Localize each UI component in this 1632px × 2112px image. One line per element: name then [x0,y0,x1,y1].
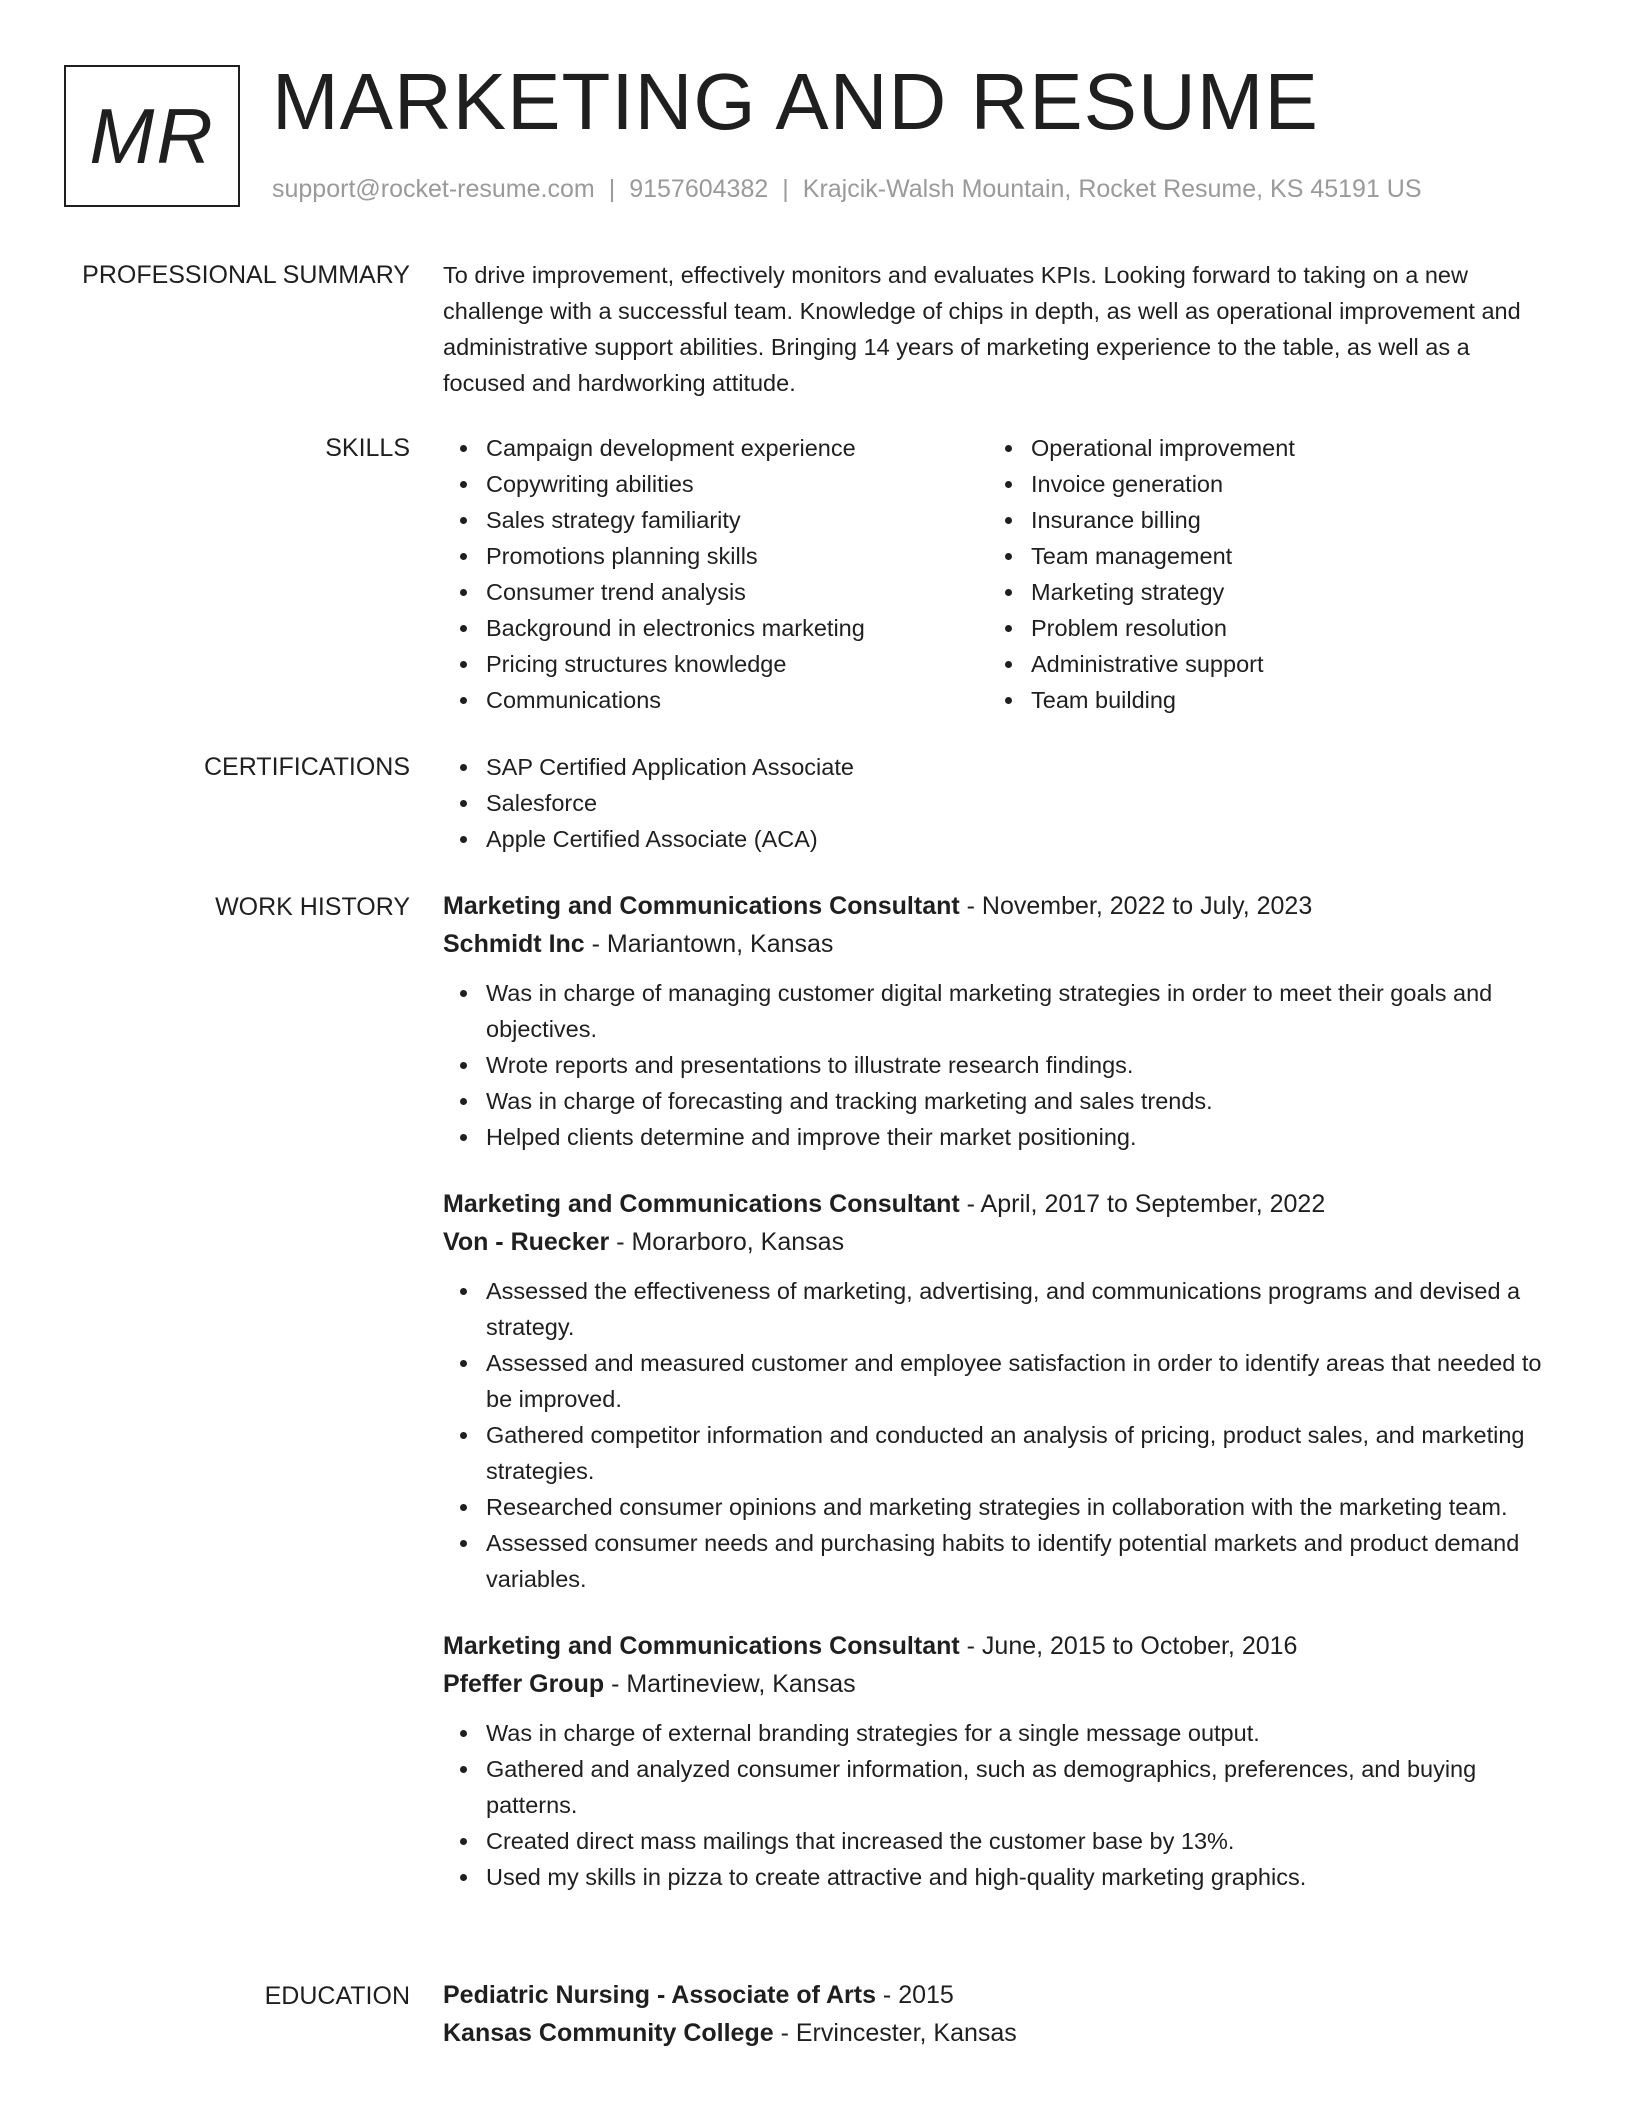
job-bullet: Researched consumer opinions and marketing strategies in collaboration with the marketing team. [443,1489,1553,1525]
contact-separator: | [608,175,616,203]
job-dates: - April, 2017 to September, 2022 [959,1190,1326,1218]
skill-item: Administrative support [988,646,1533,682]
summary-section [443,257,1553,401]
job-entry [443,1627,1553,1895]
work-history-section [443,887,1553,1925]
contact-email: support@rocket-resume.com [272,175,595,203]
skill-item: Invoice generation [988,466,1533,502]
contact-separator: | [782,175,789,203]
job-company-line [443,1665,1553,1703]
job-bullet: Assessed the effectiveness of marketing, advertising, and communications programs and devised a strategy. [443,1273,1553,1345]
job-bullets [443,975,1553,1155]
section-label-certifications: CERTIFICATIONS [203,753,410,781]
skill-item: Team management [988,538,1533,574]
skill-item: Problem resolution [988,610,1533,646]
job-company: Von - Ruecker [443,1228,610,1256]
job-bullet: Used my skills in pizza to create attractive and high-quality marketing graphics. [443,1859,1553,1895]
job-company: Schmidt Inc [443,930,585,958]
education-degree: Pediatric Nursing - Associate of Arts [443,1981,876,2009]
certifications-section [443,749,1553,857]
resume-title: MARKETING AND RESUME [272,57,1319,146]
job-company-line [443,925,1553,963]
education-year: - 2015 [875,1981,954,2009]
section-label-summary: PROFESSIONAL SUMMARY [82,261,410,289]
skill-item: Background in electronics marketing [443,610,988,646]
job-bullet: Was in charge of external branding strategies for a single message output. [443,1715,1553,1751]
skill-item: Insurance billing [988,502,1533,538]
job-title: Marketing and Communications Consultant [443,1190,960,1218]
section-label-education: EDUCATION [264,1982,410,2010]
skill-item: Operational improvement [988,430,1533,466]
skill-item: Marketing strategy [988,574,1533,610]
certification-item: Apple Certified Associate (ACA) [443,821,1553,857]
skills-list-right [988,430,1533,718]
education-location: - Ervincester, Kansas [773,2019,1017,2047]
skill-item: Copywriting abilities [443,466,988,502]
certification-item: Salesforce [443,785,1553,821]
job-dates: - November, 2022 to July, 2023 [959,892,1313,920]
job-bullets [443,1715,1553,1895]
job-bullet: Was in charge of managing customer digital marketing strategies in order to meet their goals and objectives. [443,975,1553,1047]
skill-item: Campaign development experience [443,430,988,466]
job-bullets [443,1273,1553,1597]
contact-phone: 9157604382 [629,175,769,203]
contact-address: Krajcik-Walsh Mountain, Rocket Resume, KS 45191 US [802,175,1422,203]
skills-section [443,430,1553,718]
job-bullet: Assessed and measured customer and employee satisfaction in order to identify areas that needed to be improved. [443,1345,1553,1417]
job-bullet: Helped clients determine and improve their market positioning. [443,1119,1553,1155]
job-bullet: Created direct mass mailings that increased the customer base by 13%. [443,1823,1553,1859]
job-bullet: Gathered and analyzed consumer information, such as demographics, preferences, and buying patterns. [443,1751,1553,1823]
job-title-line [443,1627,1553,1665]
education-school: Kansas Community College [443,2019,774,2047]
job-dates: - June, 2015 to October, 2016 [959,1632,1298,1660]
education-section [443,1976,1553,2052]
section-label-work-history: WORK HISTORY [215,893,410,921]
skill-item: Pricing structures knowledge [443,646,988,682]
skill-item: Sales strategy familiarity [443,502,988,538]
skill-item: Consumer trend analysis [443,574,988,610]
job-bullet: Assessed consumer needs and purchasing habits to identify potential markets and product demand variables. [443,1525,1553,1597]
job-location: - Martineview, Kansas [604,1670,856,1698]
job-company-line [443,1223,1553,1261]
monogram: MR [64,65,240,207]
job-title: Marketing and Communications Consultant [443,1632,960,1660]
job-bullet: Was in charge of forecasting and tracking marketing and sales trends. [443,1083,1553,1119]
certifications-list [443,749,1553,857]
job-company: Pfeffer Group [443,1670,605,1698]
job-bullet: Wrote reports and presentations to illustrate research findings. [443,1047,1553,1083]
education-degree-line [443,1976,1553,2014]
job-entry [443,1185,1553,1597]
job-title-line [443,1185,1553,1223]
skill-item: Communications [443,682,988,718]
skill-item: Team building [988,682,1533,718]
job-entry [443,887,1553,1155]
education-school-line [443,2014,1553,2052]
contact-line [272,172,1422,206]
section-label-skills: SKILLS [325,434,410,462]
job-title: Marketing and Communications Consultant [443,892,960,920]
skill-item: Promotions planning skills [443,538,988,574]
job-bullet: Gathered competitor information and conducted an analysis of pricing, product sales, and marketing strategies. [443,1417,1553,1489]
job-location: - Mariantown, Kansas [584,930,834,958]
job-location: - Morarboro, Kansas [609,1228,845,1256]
summary-text: To drive improvement, effectively monitors and evaluates KPIs. Looking forward to taking on a new challenge with a successful team. Knowledge of chips in depth, as well as operational improvement and administrative support abilities. Bringing 14 years of marketing experience to the table, as well as a focused and hardworking attitude. [443,262,1521,396]
certification-item: SAP Certified Application Associate [443,749,1553,785]
job-title-line [443,887,1553,925]
skills-list-left [443,430,988,718]
